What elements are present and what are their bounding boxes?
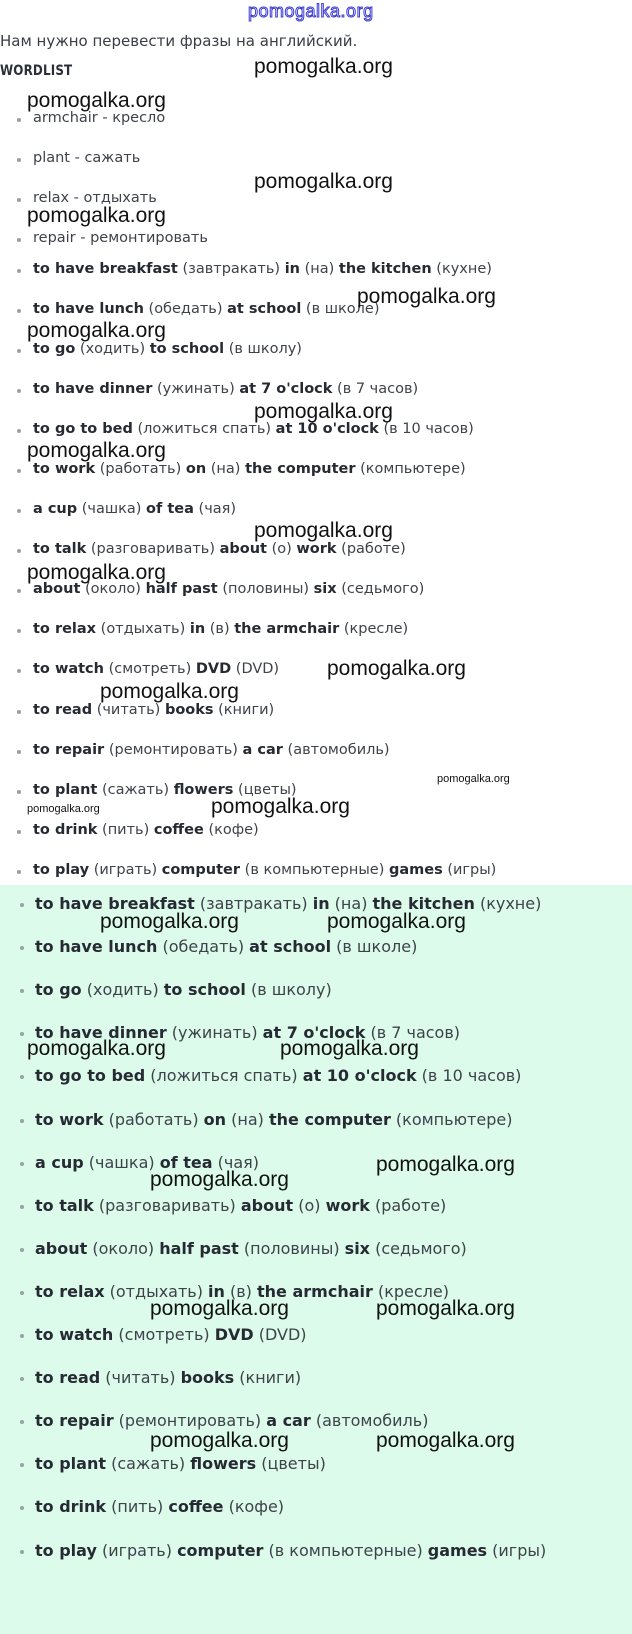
phrase-text [33,742,390,758]
translation: (автомобиль) [282,742,390,758]
english-term: books [180,1368,235,1387]
english-term: coffee [153,822,204,838]
english-term: to work [35,1110,104,1129]
translation: (завтракать) [194,894,313,913]
english-term: the kitchen [338,261,432,277]
translation: (читать) [100,1368,181,1387]
english-term: at 10 o'clock [302,1066,417,1085]
word-pair: relax - отдыхать [33,190,157,206]
english-term: to repair [35,1411,114,1430]
english-term: to go to bed [35,1066,146,1085]
english-term: to relax [35,1282,105,1301]
english-term: computer [161,862,241,878]
english-term: in [312,894,330,913]
translation: (в 10 часов) [378,421,474,437]
translation: (в 7 часов) [332,381,419,397]
phrase-text [33,702,274,718]
english-term: to watch [35,1325,114,1344]
translation: (работе) [369,1196,447,1215]
translation: (седьмого) [370,1239,467,1258]
english-term: to talk [35,1196,94,1215]
phrase-text [35,1454,326,1473]
phrase-text [35,1110,512,1129]
translation: (пить) [97,822,154,838]
english-term: to plant [35,1454,106,1473]
english-term: to read [35,1368,101,1387]
translation: (играть) [89,862,162,878]
translation: (компьютере) [390,1110,513,1129]
translation: (сажать) [105,1454,191,1473]
watermark: pomogalka.org [327,910,466,933]
translation: (игры) [442,862,497,878]
english-term: to repair [33,742,105,758]
translation: (седьмого) [336,581,425,597]
translation: (DVD) [231,661,280,677]
phrase-text [35,1541,546,1560]
english-term: six [313,581,337,597]
phrase-text [35,1239,467,1258]
translation: (разговаривать) [93,1196,241,1215]
english-term: at 7 o'clock [262,1023,366,1042]
translation: (в школу) [245,980,332,999]
english-term: flowers [173,782,234,798]
translation: (в 7 часов) [365,1023,460,1042]
watermark: pomogalka.org [100,910,239,933]
translation: (в школе) [301,301,380,317]
english-term: to drink [35,1497,107,1516]
phrase-text [33,822,259,838]
phrase-text [33,501,236,517]
watermark: pomogalka.org [211,795,350,818]
watermark: pomogalka.org [357,285,496,308]
phrase-text [35,1066,521,1085]
translation: (ужинать) [166,1023,263,1042]
translation: (чая) [193,501,237,517]
translation: (завтракать) [177,261,285,277]
translation: (ложиться спать) [132,421,276,437]
watermark: pomogalka.org [27,89,166,112]
translation: (половины) [217,581,314,597]
english-term: a cup [35,1153,84,1172]
english-term: to play [33,862,90,878]
translation: (чашка) [77,501,147,517]
english-term: books [164,702,214,718]
watermark: pomogalka.org [27,803,100,815]
english-term: at 10 o'clock [275,421,379,437]
watermark: pomogalka.org [254,55,393,78]
english-term: to relax [33,621,97,637]
phrase-text [35,1368,301,1387]
english-term: to watch [33,661,104,677]
english-term: to school [163,980,246,999]
english-term: to plant [33,782,98,798]
word-pair: plant - сажать [33,150,141,166]
english-term: in [189,621,206,637]
english-term: to play [35,1541,97,1560]
translation: (книги) [234,1368,302,1387]
watermark: pomogalka.org [150,1297,289,1320]
translation: (около) [87,1239,160,1258]
translation: (ремонтировать) [104,742,243,758]
watermark: pomogalka.org [280,1037,419,1060]
translation: (компьютере) [355,461,466,477]
english-term: DVD [195,661,232,677]
english-term: in [208,1282,225,1301]
english-term: at school [249,937,332,956]
translation: (пить) [106,1497,169,1516]
translation: (половины) [238,1239,345,1258]
english-term: about [219,541,267,557]
english-term: at school [227,301,302,317]
translation: (чая) [212,1153,260,1172]
english-term: work [296,541,337,557]
translation: (работать) [103,1110,204,1129]
word-pair: repair - ремонтировать [33,230,208,246]
translation: (на) [206,461,246,477]
english-term: the kitchen [372,894,475,913]
english-term: about [33,581,81,597]
word-pair: armchair - кресло [33,110,166,126]
translation: (в) [205,621,235,637]
translation: (кухне) [431,261,492,277]
english-term: in [284,261,300,277]
wordlist-heading: WORDLIST [0,63,73,79]
phrase-text [33,621,408,637]
watermark: pomogalka.org [254,170,393,193]
translation: (автомобиль) [310,1411,429,1430]
translation: (обедать) [157,937,250,956]
translation: (кресле) [372,1282,449,1301]
english-term: to talk [33,541,87,557]
translation: (цветы) [256,1454,326,1473]
phrase-text [33,661,279,677]
translation: (игры) [487,1541,547,1560]
watermark: pomogalka.org [27,204,166,227]
english-term: games [427,1541,488,1560]
translation: (обедать) [143,301,228,317]
english-term: to have lunch [35,937,158,956]
translation: (в школе) [331,937,418,956]
phrase-text [35,937,417,956]
translation: (работать) [95,461,186,477]
phrase-text [35,1196,446,1215]
watermark: pomogalka.org [437,773,510,785]
translation: (на) [329,894,373,913]
english-term: to school [149,341,225,357]
translation: (отдыхать) [104,1282,209,1301]
english-term: on [203,1110,227,1129]
watermark: pomogalka.org [376,1153,515,1176]
english-term: six [344,1239,370,1258]
english-term: to have breakfast [33,261,178,277]
phrase-text [35,1411,428,1430]
phrase-text [33,261,492,277]
english-term: to read [33,702,93,718]
translation: (о) [266,541,297,557]
translation: (книги) [213,702,275,718]
translation: (работе) [336,541,406,557]
english-term: the armchair [234,621,340,637]
translation: (смотреть) [113,1325,215,1344]
translation: (чашка) [83,1153,160,1172]
translation: (ужинать) [152,381,240,397]
english-term: to have breakfast [35,894,195,913]
english-term: coffee [168,1497,224,1516]
watermark: pomogalka.org [27,319,166,342]
translation: (на) [300,261,339,277]
watermark: pomogalka.org [27,561,166,584]
phrase-text [33,341,302,357]
english-term: to have dinner [33,381,153,397]
english-term: DVD [214,1325,254,1344]
phrase-text [35,980,332,999]
phrase-text [33,862,496,878]
translation: (сажать) [97,782,174,798]
phrase-text [33,541,406,557]
watermark: pomogalka.org [100,680,239,703]
watermark: pomogalka.org [254,400,393,423]
translation: (ходить) [75,341,150,357]
translation: (в) [224,1282,258,1301]
translation: (играть) [96,1541,178,1560]
translation: (о) [293,1196,326,1215]
translation: (в 10 часов) [416,1066,522,1085]
translation: (кофе) [203,822,259,838]
translation: (ремонтировать) [113,1411,267,1430]
watermark: pomogalka.org [376,1429,515,1452]
translation: (в школу) [224,341,302,357]
english-term: to go to bed [33,421,133,437]
watermark: pomogalka.org [150,1168,289,1191]
english-term: of tea [159,1153,213,1172]
watermark: pomogalka.org [150,1429,289,1452]
english-term: half past [145,581,218,597]
translation: (кресле) [339,621,409,637]
phrase-text [33,301,379,317]
english-term: to go [33,341,76,357]
english-term: games [388,862,443,878]
english-term: about [35,1239,88,1258]
english-term: flowers [190,1454,257,1473]
translation: (около) [80,581,146,597]
translation: (цветы) [233,782,297,798]
translation: (в компьютерные) [263,1541,428,1560]
english-term: a car [266,1411,311,1430]
watermark-logo: pomogalka.org [248,1,374,21]
translation: (DVD) [253,1325,307,1344]
watermark: pomogalka.org [376,1297,515,1320]
english-term: to have lunch [33,301,144,317]
translation: (ходить) [81,980,164,999]
english-term: at 7 o'clock [239,381,333,397]
english-term: the computer [268,1110,391,1129]
translation: (кухне) [474,894,542,913]
english-term: to go [35,980,82,999]
translation: (смотреть) [103,661,196,677]
english-term: computer [177,1541,264,1560]
translation: (в компьютерные) [240,862,389,878]
phrase-text [33,461,466,477]
translation: (читать) [92,702,165,718]
phrase-text [35,1497,284,1516]
translation: (ложиться спать) [145,1066,303,1085]
phrase-text [33,381,418,397]
english-term: half past [159,1239,239,1258]
english-term: a car [242,742,283,758]
watermark: pomogalka.org [254,519,393,542]
english-term: the armchair [257,1282,373,1301]
intro-text: Нам нужно перевести фразы на английский. [0,32,358,50]
translation: (на) [226,1110,269,1129]
english-term: of tea [146,501,194,517]
phrase-text [35,1325,307,1344]
english-term: about [240,1196,294,1215]
translation: (кофе) [223,1497,285,1516]
english-term: a cup [33,501,78,517]
watermark: pomogalka.org [27,439,166,462]
translation: (разговаривать) [86,541,220,557]
watermark: pomogalka.org [327,657,466,680]
translation: (отдыхать) [96,621,190,637]
watermark: pomogalka.org [27,1037,166,1060]
english-term: on [185,461,207,477]
english-term: the computer [245,461,356,477]
english-term: to have dinner [35,1023,167,1042]
english-term: to drink [33,822,98,838]
english-term: to work [33,461,96,477]
english-term: work [325,1196,370,1215]
